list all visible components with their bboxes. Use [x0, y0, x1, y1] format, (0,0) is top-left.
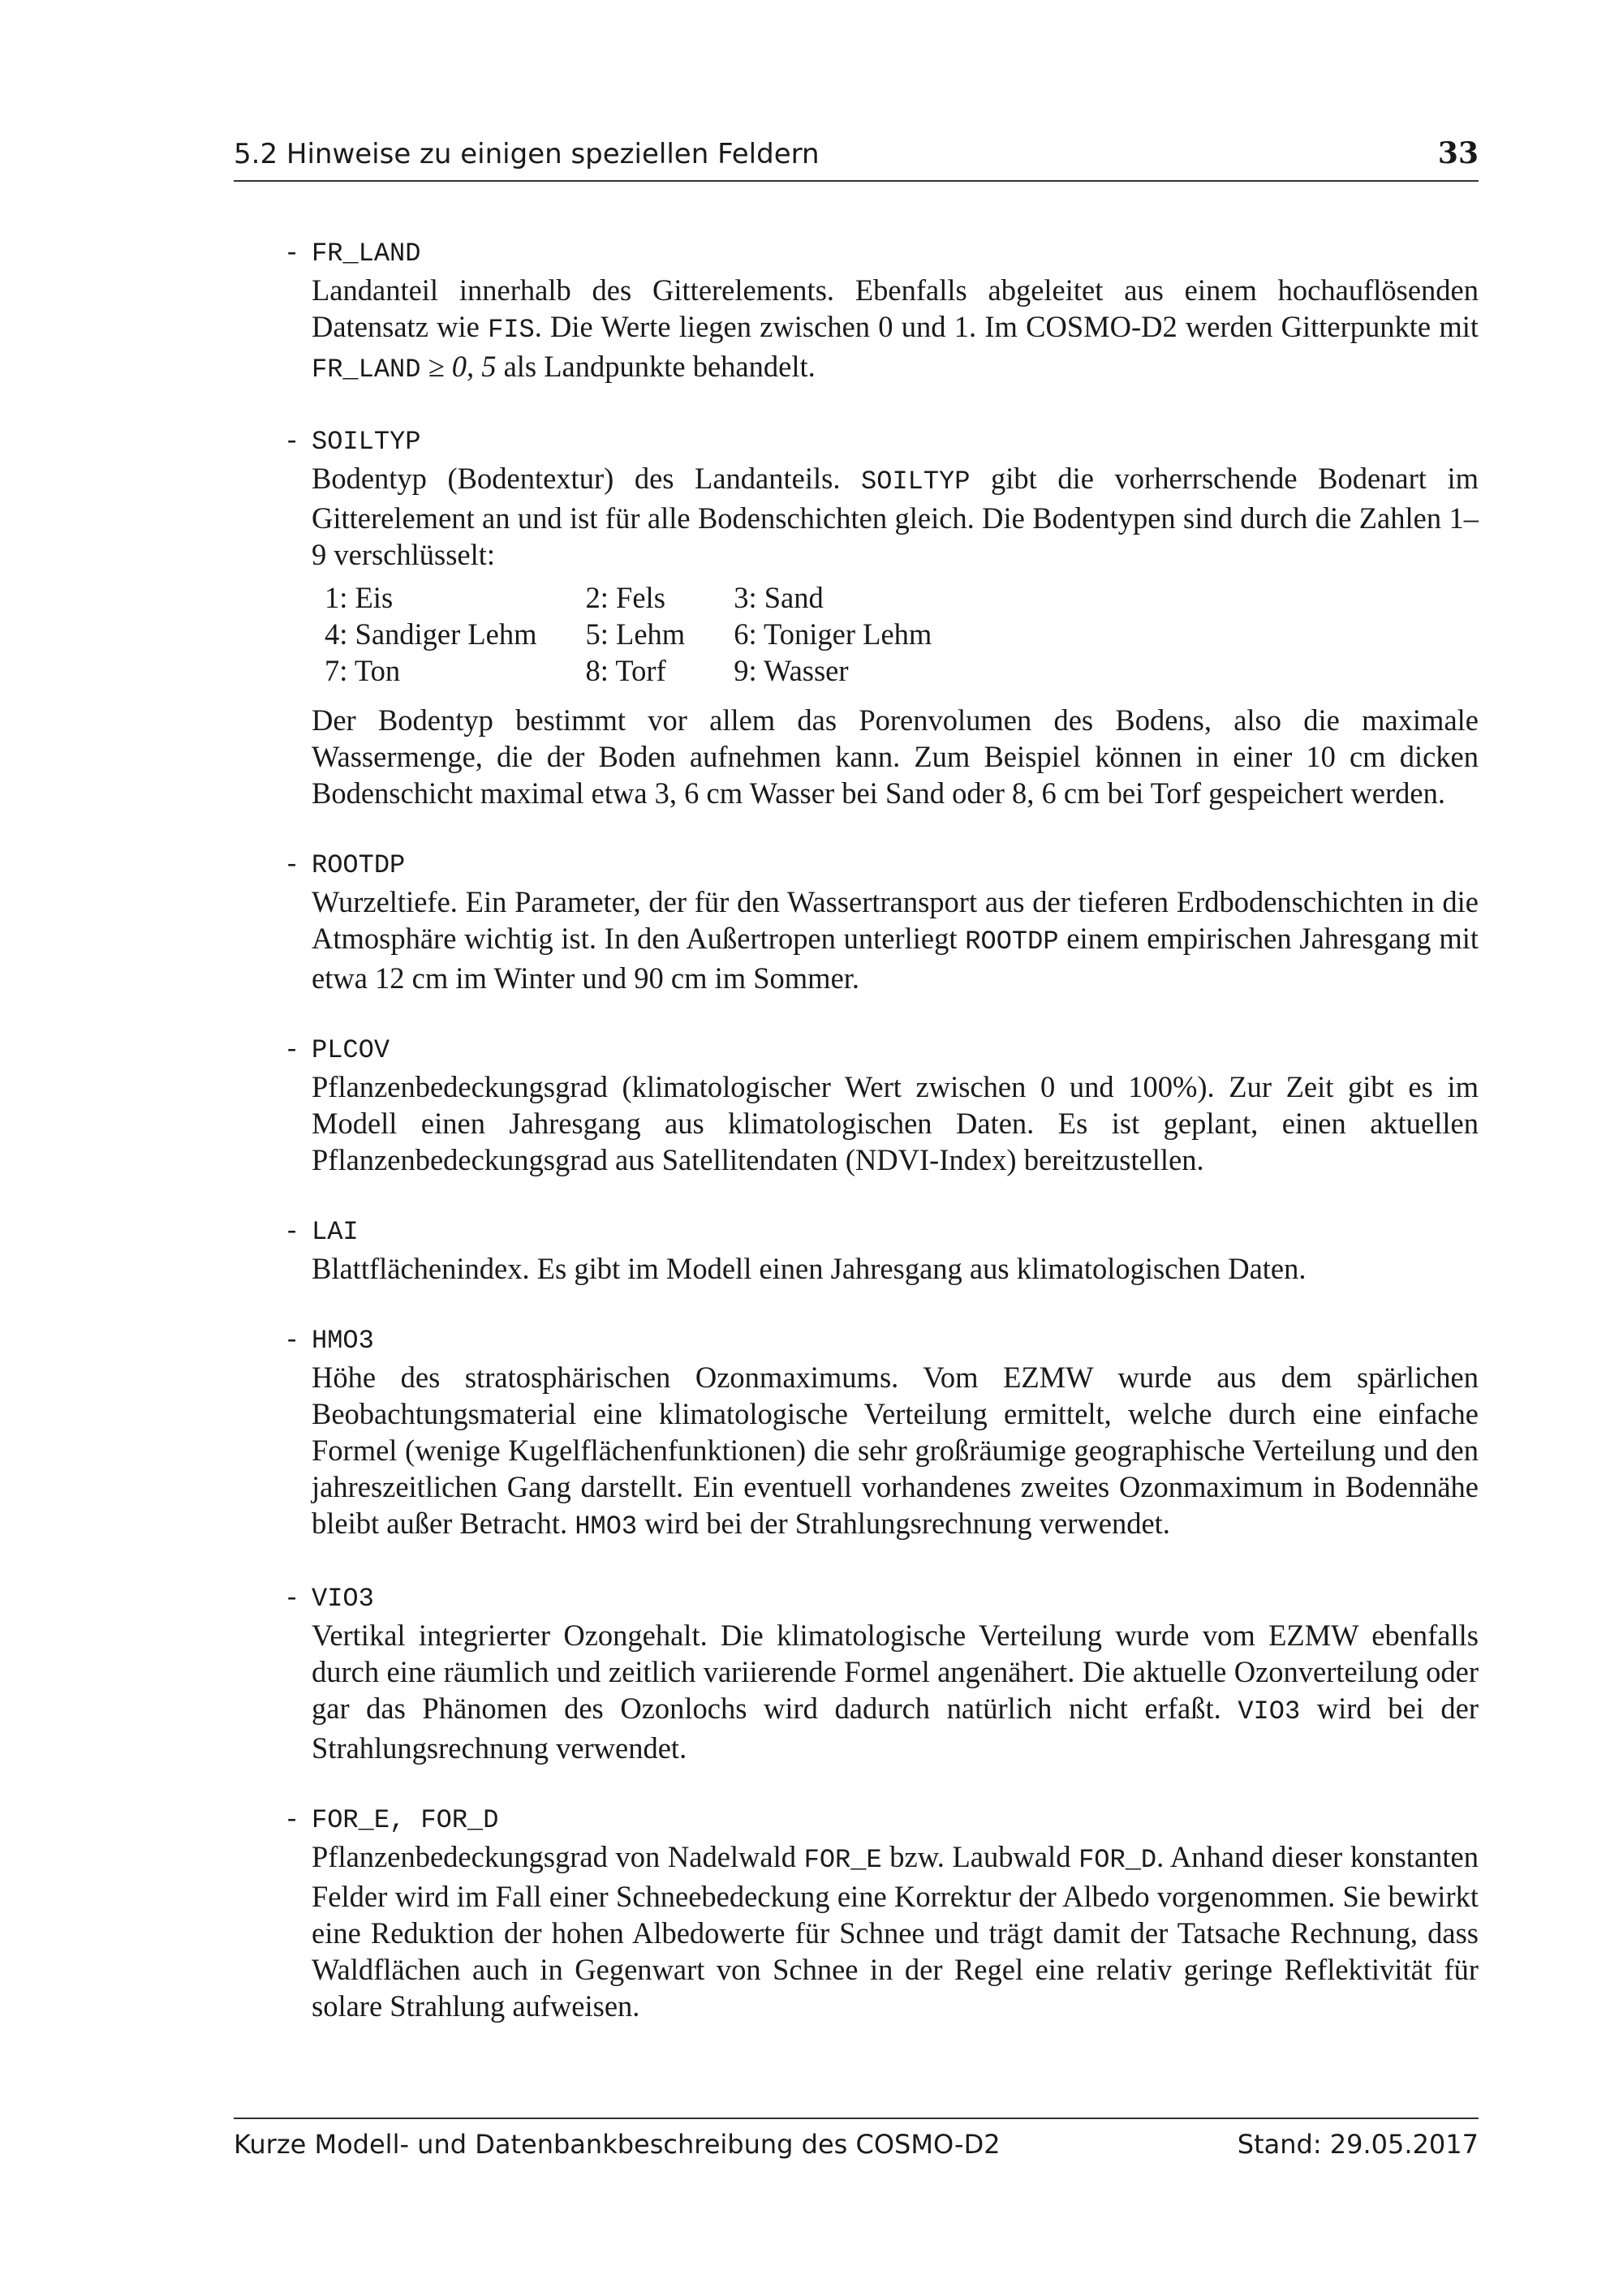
table-cell: 5: Lehm [585, 617, 686, 651]
list-dash: - [284, 1584, 300, 1614]
entry-description: Pflanzenbedeckungsgrad (klimatologischer Wert zwischen 0 und 100%). Zur Zeit gibt es im Modell einen Jahresgang aus klimatologischen Daten. Es ist geplant, einen aktuellen Pflanzenbedeckungsgrad aus Satellitendaten (NDVI-Index) bereitzustellen. [312, 1070, 1479, 1176]
text-fragment: Landanteil innerhalb des Gitterelements. Ebenfalls abgeleitet aus einem hochauflösenden Datensatz wie [312, 273, 1479, 343]
entry-description [312, 1838, 1479, 2024]
entry-plcov [234, 1032, 1479, 1178]
table-cell: 6: Toniger Lehm [734, 617, 932, 651]
soil-type-table [325, 579, 980, 689]
page-footer [234, 2118, 1479, 2160]
code-hmo3: HMO3 [575, 1511, 638, 1541]
table-cell: 1: Eis [325, 581, 394, 614]
text-fragment: gibt die vorherrschende Bodenart im Gitterelement an und ist für alle Bodenschichten gleich. Die Bodentypen sind durch die Zahlen 1–9 verschlüsselt: [312, 462, 1479, 571]
entry-description [312, 272, 1479, 388]
entry-rootdp [234, 847, 1479, 996]
list-dash: - [284, 1035, 300, 1065]
entry-title: PLCOV [312, 1035, 390, 1065]
entry-title: LAI [312, 1217, 359, 1247]
text-fragment: Höhe des stratosphärischen Ozonmaximums. Vom EZMW wurde aus dem spärlichen Beobachtungsmaterial eine klimatologische Verteilung ermittelt, welche durch eine einfache Formel (wenige Kugelflächenfunktionen) die sehr großräumige geographische Verteilung und den jahreszeitlichen Gang darstellt. Ein eventuell vorhandenes zweites Ozonmaximum in Bodennähe bleibt außer Betracht. [312, 1361, 1479, 1540]
entry-title: HMO3 [312, 1326, 374, 1356]
table-cell: 9: Wasser [734, 654, 849, 687]
text-fragment: einem empirischen Jahresgang mit etwa 12 cm im Winter und 90 cm im Sommer. [312, 922, 1479, 995]
list-dash: - [284, 1326, 300, 1356]
code-soiltyp: SOILTYP [861, 467, 971, 497]
code-rootdp: ROOTDP [965, 927, 1059, 957]
entry-description [312, 1617, 1479, 1766]
entry-description [312, 460, 1479, 573]
list-dash: - [284, 239, 300, 269]
table-row [325, 579, 980, 616]
entry-title: FOR_E, FOR_D [312, 1805, 499, 1835]
entry-soiltyp [234, 424, 1479, 811]
list-dash: - [284, 1805, 300, 1835]
table-row [325, 652, 980, 689]
table-cell: 7: Ton [325, 654, 401, 687]
text-fragment: als Landpunkte behandelt. [496, 350, 816, 383]
entry-description-continued: Der Bodentyp bestimmt vor allem das Porenvolumen des Bodens, also die maximale Wassermenge, die der Boden aufnehmen kann. Zum Beispiel können in einer 10 cm dicken Bodenschicht maximal etwa 3, 6 cm Wasser bei Sand oder 8, 6 cm bei Torf gespeichert werden. [312, 703, 1479, 810]
text-fragment: . Die Werte liegen zwischen 0 und 1. Im COSMO-D2 werden Gitterpunkte mit [534, 310, 1479, 343]
entry-vio3 [234, 1580, 1479, 1766]
code-for-d: FOR_D [1078, 1845, 1157, 1875]
page-header [234, 136, 1479, 182]
list-dash: - [284, 427, 300, 457]
code-fr-land: FR_LAND [312, 355, 421, 385]
page-number: 33 [1437, 136, 1479, 170]
text-fragment: . Anhand dieser konstanten Felder wird im Fall einer Schneebedeckung eine Korrektur der Albedo vorgenommen. Sie bewirkt eine Reduktion der hohen Albedowerte für Schnee und trägt damit der Tatsache Rechnung, dass Waldflächen auch in Gegenwart von Schnee in der Regel eine relativ geringe Reflektivität für solare Strahlung aufweisen. [312, 1840, 1479, 2023]
list-dash: - [284, 850, 300, 880]
footer-document-title: Kurze Modell- und Datenbankbeschreibung des COSMO-D2 [234, 2129, 1001, 2160]
code-vio3: VIO3 [1238, 1696, 1301, 1726]
code-fis: FIS [488, 315, 535, 345]
entry-description: Blattflächenindex. Es gibt im Modell einen Jahresgang aus klimatologischen Daten. [312, 1252, 1307, 1285]
table-cell: 2: Fels [585, 581, 665, 614]
table-row [325, 616, 980, 652]
entry-title: SOILTYP [312, 427, 421, 457]
entry-description [312, 884, 1479, 996]
table-cell: 8: Torf [585, 654, 666, 687]
text-fragment: Vertikal integrierter Ozongehalt. Die klimatologische Verteilung wurde vom EZMW ebenfalls durch eine räumlich und zeitlich variierende Formel angenähert. Die aktuelle Ozonverteilung oder gar das Phänomen des Ozonlochs wird dadurch natürlich nicht erfaßt. [312, 1619, 1479, 1725]
entry-title: ROOTDP [312, 850, 406, 880]
text-fragment: Pflanzenbedeckungsgrad von Nadelwald [312, 1840, 804, 1873]
text-fragment: wird bei der Strahlungsrechnung verwendet. [637, 1507, 1170, 1540]
entry-description [312, 1359, 1479, 1545]
table-cell: 3: Sand [734, 581, 824, 614]
text-fragment: wird bei der Strahlungsrechnung verwendet. [312, 1692, 1479, 1765]
math-expression: ≥ 0, 5 [420, 350, 497, 383]
entry-title: VIO3 [312, 1584, 374, 1614]
table-cell: 4: Sandiger Lehm [325, 617, 537, 651]
entry-lai [234, 1214, 1479, 1287]
text-fragment: Wurzeltiefe. Ein Parameter, der für den Wassertransport aus der tieferen Erdbodenschichten in die Atmosphäre wichtig ist. In den Außertropen unterliegt [312, 885, 1479, 955]
entry-hmo3 [234, 1322, 1479, 1545]
text-fragment: bzw. Laubwald [881, 1840, 1079, 1873]
footer-date: Stand: 29.05.2017 [1237, 2129, 1479, 2160]
entry-title: FR_LAND [312, 239, 421, 269]
text-fragment: Bodentyp (Bodentextur) des Landanteils. [312, 462, 862, 495]
code-for-e: FOR_E [803, 1845, 882, 1875]
entry-fr-land [234, 235, 1479, 388]
section-title: 5.2 Hinweise zu einigen speziellen Feldern [234, 138, 820, 170]
list-dash: - [284, 1217, 300, 1247]
entry-for [234, 1802, 1479, 2024]
page-content [234, 235, 1479, 2060]
